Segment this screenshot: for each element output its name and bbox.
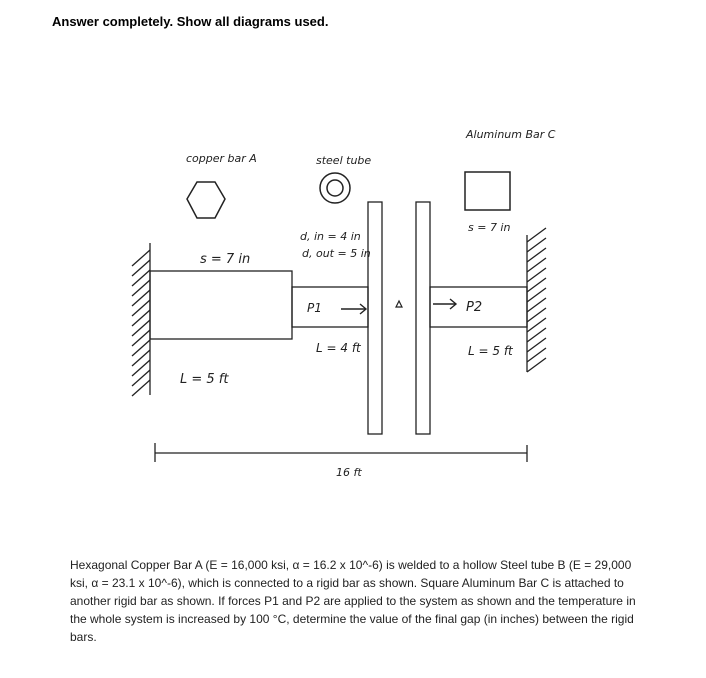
copper-bar-a: [150, 271, 292, 339]
total-length-label: 16 ft: [336, 466, 362, 479]
copper-length-label: L = 5 ft: [180, 372, 229, 387]
tube-inner-circle-icon: [327, 180, 343, 196]
rigid-bar-left: [368, 202, 382, 434]
problem-statement: Hexagonal Copper Bar A (E = 16,000 ksi, α = 16.2 x 10^-6) is welded to a hollow Steel tube B (E = 29,000 ksi, α = 23.1 x 10^-6), which is connected to a rigid bar as shown. Square Aluminum Bar C is attached to another rigid bar as shown. If forces P1 and P2 are applied to the system as shown and the temperature in the whole system is increased by 100 °C, determine the value of the final gap (in inches) between the rigid bars.: [70, 558, 636, 644]
instruction-text: Answer completely. Show all diagrams used.: [52, 14, 329, 29]
tube-outer-circle-icon: [320, 173, 350, 203]
steel-din-label: d, in = 4 in: [300, 230, 361, 243]
p1-label: P1: [307, 301, 322, 315]
square-section-icon: [465, 172, 510, 210]
steel-dout-label: d, out = 5 in: [302, 247, 371, 260]
left-wall: [132, 243, 150, 396]
hexagon-section-icon: [187, 182, 225, 218]
total-length-dimension: [155, 443, 527, 462]
p1-arrow-icon: [341, 304, 366, 314]
aluminum-side-label: s = 7 in: [468, 221, 511, 234]
gap-delta-icon: [396, 301, 402, 307]
rigid-bar-right: [416, 202, 430, 434]
steel-tube-b: [292, 287, 368, 327]
p2-arrow-icon: [433, 299, 456, 309]
p2-label: P2: [466, 300, 483, 315]
copper-side-label: s = 7 in: [200, 252, 251, 267]
copper-title-label: copper bar A: [186, 152, 257, 165]
aluminum-length-label: L = 5 ft: [468, 344, 513, 358]
aluminum-title-label: Aluminum Bar C: [466, 128, 556, 141]
steel-length-label: L = 4 ft: [316, 341, 361, 355]
steel-title-label: steel tube: [316, 154, 372, 167]
right-wall: [527, 228, 546, 372]
